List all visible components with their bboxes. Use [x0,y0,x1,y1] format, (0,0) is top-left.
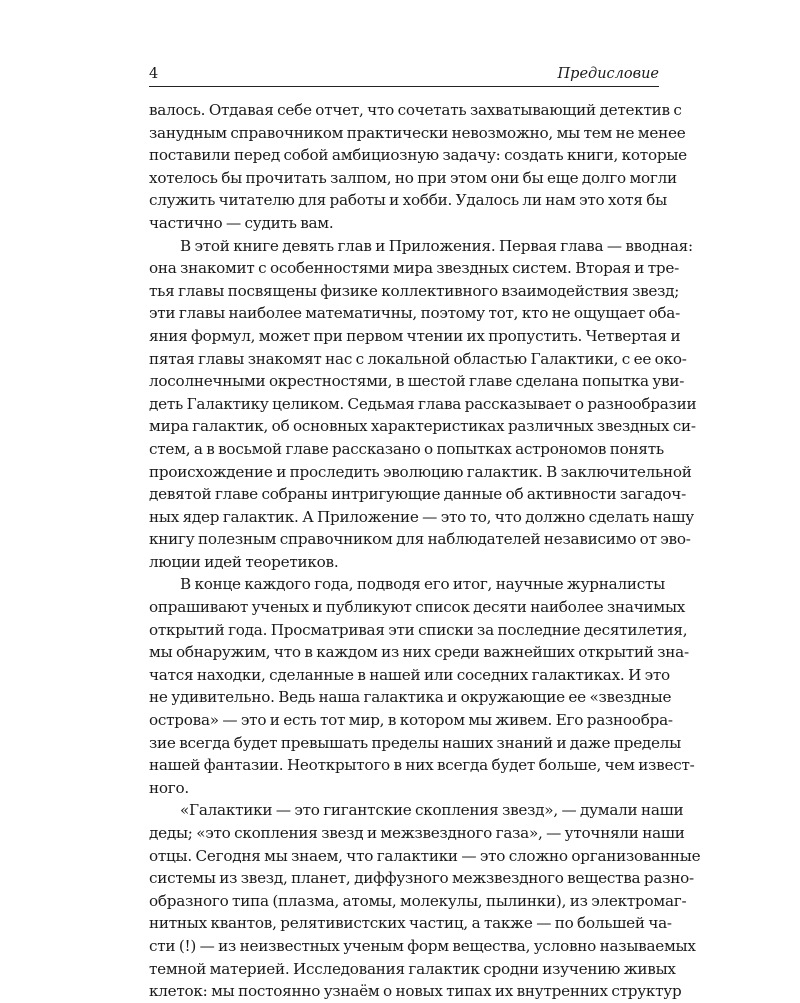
text-line: происхождение и проследить эволюцию галактик. В заключительной [149,462,692,481]
running-header [149,64,659,87]
text-line: ного. [149,778,189,797]
section-title: Предисловие [557,66,659,82]
text-line: пятая главы знакомят нас с локальной областью Галактики, с ее око- [149,349,687,368]
text-line: валось. Отдавая себе отчет, что сочетать захватывающий детектив с [149,101,682,119]
text-line: стем, а в восьмой главе рассказано о попытках астрономов понять [149,439,664,458]
text-line: лосолнечными окрестностями, в шестой главе сделана попытка уви- [149,372,685,391]
text-line: образного типа (плазма, атомы, молекулы, пылинки), из электромаг- [149,891,687,910]
text-line: зие всегда будет превышать пределы наших знаний и даже пределы [149,733,682,752]
text-line: книгу полезным справочником для наблюдателей независимо от эво- [149,530,691,549]
text-line: системы из звезд, планет, диффузного межзвездного вещества разно- [149,869,694,888]
text-line: служить читателю для работы и хобби. Удалось ли нам это хотя бы [149,191,667,210]
text-line: яния формул, может при первом чтении их пропустить. Четвертая и [149,326,681,345]
text-line: чатся находки, сделанные в нашей или соседних галактиках. И это [149,665,670,684]
text-line: частично — судить вам. [149,213,334,232]
text-line: нашей фантазии. Неоткрытого в них всегда будет больше, чем извест- [149,756,695,775]
text-line: мы обнаружим, что в каждом из них среди важнейших открытий зна- [149,643,689,662]
text-line: занудным справочником практически невозможно, мы тем не менее [149,123,686,142]
text-line: сти (!) — из неизвестных ученым форм вещества, условно называемых [149,936,696,955]
text-line: тья главы посвящены физике коллективного взаимодействия звезд; [149,281,680,300]
text-line: ных ядер галактик. А Приложение — это то, что должно сделать нашу [149,507,694,526]
text-line: люции идей теоретиков. [149,552,339,571]
text-line: эти главы наиболее математичны, поэтому тот, кто не ощущает оба- [149,304,680,323]
text-line: деть Галактику целиком. Седьмая глава рассказывает о разнообразии [149,394,697,413]
text-line: отцы. Сегодня мы знаем, что галактики — это сложно организованные [149,846,701,865]
text-line: не удивительно. Ведь наша галактика и окружающие ее «звездные [149,688,672,707]
paragraph-first-line: «Галактики — это гигантские скопления звезд», — думали наши [180,801,684,820]
text-line: нитных квантов, релятивистских частиц, а также — по большей ча- [149,914,672,933]
paragraph-first-line: В конце каждого года, подводя его итог, научные журналисты [180,575,665,594]
text-line: девятой главе собраны интригующие данные об активности загадоч- [149,485,686,504]
text-line: хотелось бы прочитать залпом, но при этом они бы еще долго могли [149,168,677,187]
paragraph-first-line: В этой книге девять глав и Приложения. Первая глава — вводная: [180,236,693,255]
text-line: поставили перед собой амбициозную задачу: создать книги, которые [149,146,687,165]
text-line: опрашивают ученых и публикуют список десяти наиболее значимых [149,598,686,617]
text-line: острова» — это и есть тот мир, в котором мы живем. Его разнообра- [149,711,673,730]
text-line: она знакомит с особенностями мира звездных систем. Вторая и тре- [149,259,679,278]
text-line: мира галактик, об основных характеристиках различных звездных си- [149,417,696,436]
text-line: темной материей. Исследования галактик сродни изучению живых [149,959,676,978]
text-line: деды; «это скопления звезд и межзвездного газа», — уточняли наши [149,824,685,842]
body-text [149,99,701,1003]
text-line: клеток: мы постоянно узнаём о новых типах их внутренних структур [149,982,682,1001]
text-line: открытий года. Просматривая эти списки за последние десятилетия, [149,620,688,639]
page-number: 4 [149,66,159,82]
